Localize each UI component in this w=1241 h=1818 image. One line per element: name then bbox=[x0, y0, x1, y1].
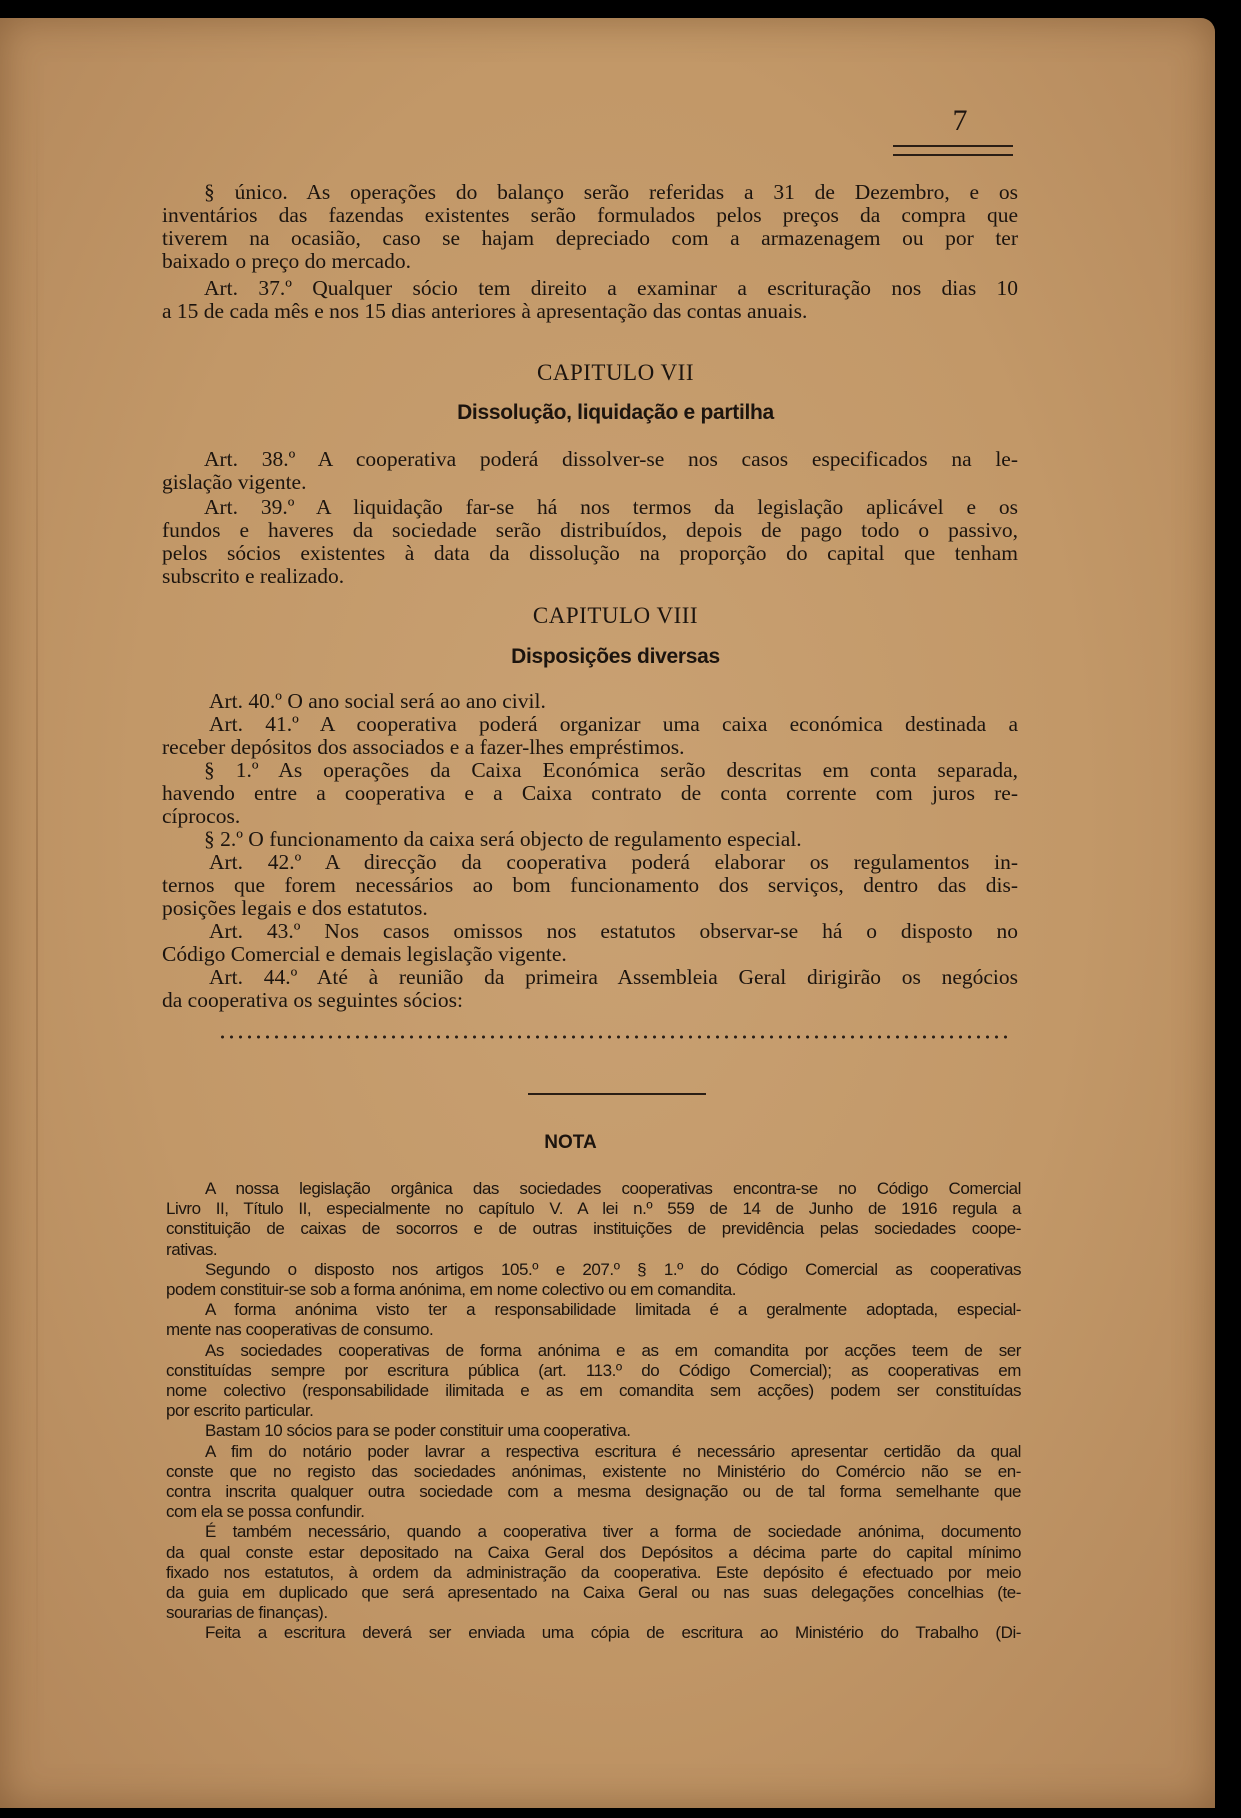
note-line: Segundo o disposto nos artigos 105.º e 207.º § 1.º do Código Comercial as cooperativas bbox=[205, 1259, 1021, 1279]
article-39 bbox=[162, 496, 1018, 588]
text-line: da cooperativa os seguintes sócios: bbox=[162, 988, 463, 1012]
articles-40-44 bbox=[162, 690, 1018, 1012]
chapter-8-title bbox=[0, 603, 1241, 629]
chapter-7-title-text: CAPITULO VII bbox=[537, 360, 694, 385]
text-line: a 15 de cada mês e nos 15 dias anteriores à apresentação das contas anuais. bbox=[162, 299, 808, 323]
note-line: da qual conste estar depositado na Caixa Geral dos Depósitos a décima parte do capital mínimo bbox=[166, 1542, 1021, 1562]
text-line: Art. 37.º Qualquer sócio tem direito a examinar a escrituração nos dias 10 bbox=[204, 276, 1018, 300]
text-line: Art. 40.º O ano social será ao ano civil. bbox=[209, 689, 546, 713]
note-line: A nossa legislação orgânica das sociedades cooperativas encontra-se no Código Comercial bbox=[205, 1179, 1021, 1198]
text-line: Art. 41.º A cooperativa poderá organizar uma caixa económica destinada a bbox=[209, 712, 1018, 736]
page-number: 7 bbox=[952, 104, 968, 137]
text-line: gislação vigente. bbox=[162, 470, 307, 494]
text-line: § 2.º O funcionamento da caixa será objecto de regulamento especial. bbox=[204, 827, 802, 851]
note-line: sourarias de finanças). bbox=[166, 1603, 328, 1623]
note-line: A fim do notário poder lavrar a respectiva escritura é necessário apresentar certidão da qual bbox=[205, 1441, 1021, 1461]
note-line: com ela se possa confundir. bbox=[166, 1502, 365, 1522]
dotted-leader-line bbox=[218, 1035, 1013, 1039]
text-line: cíprocos. bbox=[162, 804, 241, 828]
note-line: conste que no registo das sociedades anónimas, existente no Ministério do Comércio não se en- bbox=[166, 1461, 1021, 1481]
text-line: subscrito e realizado. bbox=[162, 564, 345, 588]
note-line: É também necessário, quando a cooperativa tiver a forma de sociedade anónima, documento bbox=[205, 1522, 1021, 1542]
chapter-7-subtitle bbox=[0, 401, 1241, 425]
text-line: posições legais e dos estatutos. bbox=[162, 896, 428, 920]
chapter-7-title bbox=[0, 360, 1241, 386]
scan-border bbox=[1215, 30, 1241, 1818]
note-line: da guia em duplicado que será apresentado na Caixa Geral ou nas suas delegações concelhias (te- bbox=[166, 1583, 1021, 1603]
text-line: receber depósitos dos associados e a fazer-lhes empréstimos. bbox=[162, 735, 685, 759]
note-line: mente nas cooperativas de consumo. bbox=[166, 1320, 434, 1340]
text-line: Art. 38.º A cooperativa poderá dissolver-se nos casos especificados na le- bbox=[204, 447, 1018, 471]
note-line: por escrito particular. bbox=[166, 1401, 314, 1421]
note-line: nome colectivo (responsabilidade ilimitada e as em comandita sem acções) podem ser constituídas bbox=[166, 1381, 1021, 1401]
nota-title bbox=[0, 1132, 1241, 1154]
text-line: tiverem na ocasião, caso se hajam depreciado com a armazenagem ou por ter bbox=[162, 226, 1018, 250]
nota-body bbox=[166, 1179, 1021, 1644]
article-37 bbox=[162, 277, 1018, 323]
note-line: constituição de caixas de socorros e de outras instituições de previdência pelas sociedades coope- bbox=[166, 1219, 1021, 1239]
note-line: As sociedades cooperativas de forma anónima e as em comandita por acções teem de ser bbox=[205, 1340, 1021, 1360]
note-line: Bastam 10 sócios para se poder constituir uma cooperativa. bbox=[205, 1421, 631, 1441]
chapter-7-subtitle-text: Dissolução, liquidação e partilha bbox=[457, 401, 774, 424]
note-line: podem constituir-se sob a forma anónima, em nome colectivo ou em comandita. bbox=[166, 1280, 737, 1300]
text-line: Código Comercial e demais legislação vigente. bbox=[162, 942, 567, 966]
text-line: inventários das fazendas existentes serão formulados pelos preços da compra que bbox=[162, 203, 1018, 227]
text-line: fundos e haveres da sociedade serão distribuídos, depois de pago todo o passivo, bbox=[162, 518, 1018, 542]
note-line: Livro II, Título II, especialmente no capítulo V. A lei n.º 559 de 14 de Junho de 1916 regula a bbox=[166, 1199, 1021, 1219]
text-line: Art. 43.º Nos casos omissos nos estatutos observar-se há o disposto no bbox=[209, 919, 1018, 943]
text-line: havendo entre a cooperativa e a Caixa contrato de conta corrente com juros re- bbox=[162, 781, 1018, 805]
text-line: § 1.º As operações da Caixa Económica serão descritas em conta separada, bbox=[204, 758, 1018, 782]
text-line: pelos sócios existentes à data da dissolução na proporção do capital que tenham bbox=[162, 541, 1018, 565]
note-line: constituídas sempre por escritura pública (art. 113.º do Código Comercial); as cooperativas em bbox=[166, 1360, 1021, 1380]
note-line: A forma anónima visto ter a responsabilidade limitada é a geralmente adoptada, especial- bbox=[205, 1300, 1021, 1320]
note-line: rativas. bbox=[166, 1239, 218, 1259]
chapter-8-subtitle bbox=[0, 645, 1241, 669]
article-38 bbox=[162, 448, 1018, 494]
page-number-rule bbox=[893, 145, 1013, 156]
paragraph-unico bbox=[162, 181, 1018, 273]
section-divider bbox=[528, 1093, 706, 1095]
text-line: § único. As operações do balanço serão referidas a 31 de Dezembro, e os bbox=[204, 180, 1018, 204]
text-line: ternos que forem necessários ao bom funcionamento dos serviços, dentro das dis- bbox=[162, 873, 1018, 897]
text-line: baixado o preço do mercado. bbox=[162, 249, 411, 273]
chapter-8-subtitle-text: Disposições diversas bbox=[511, 645, 720, 668]
note-line: fixado nos estatutos, à ordem da administração da cooperativa. Este depósito é efectuado por meio bbox=[166, 1562, 1021, 1582]
text-line: Art. 44.º Até à reunião da primeira Assembleia Geral dirigirão os negócios bbox=[209, 965, 1018, 989]
page-crease bbox=[36, 90, 38, 1730]
text-line: Art. 42.º A direcção da cooperativa poderá elaborar os regulamentos in- bbox=[209, 850, 1018, 874]
text-line: Art. 39.º A liquidação far-se há nos termos da legislação aplicável e os bbox=[204, 495, 1018, 519]
chapter-8-title-text: CAPITULO VIII bbox=[532, 603, 699, 628]
nota-title-text: NOTA bbox=[544, 1132, 597, 1153]
note-line: Feita a escritura deverá ser enviada uma cópia de escritura ao Ministério do Trabalho (Di- bbox=[205, 1623, 1021, 1643]
note-line: contra inscrita qualquer outra sociedade com a mesma designação ou de tal forma semelhante que bbox=[166, 1482, 1021, 1502]
